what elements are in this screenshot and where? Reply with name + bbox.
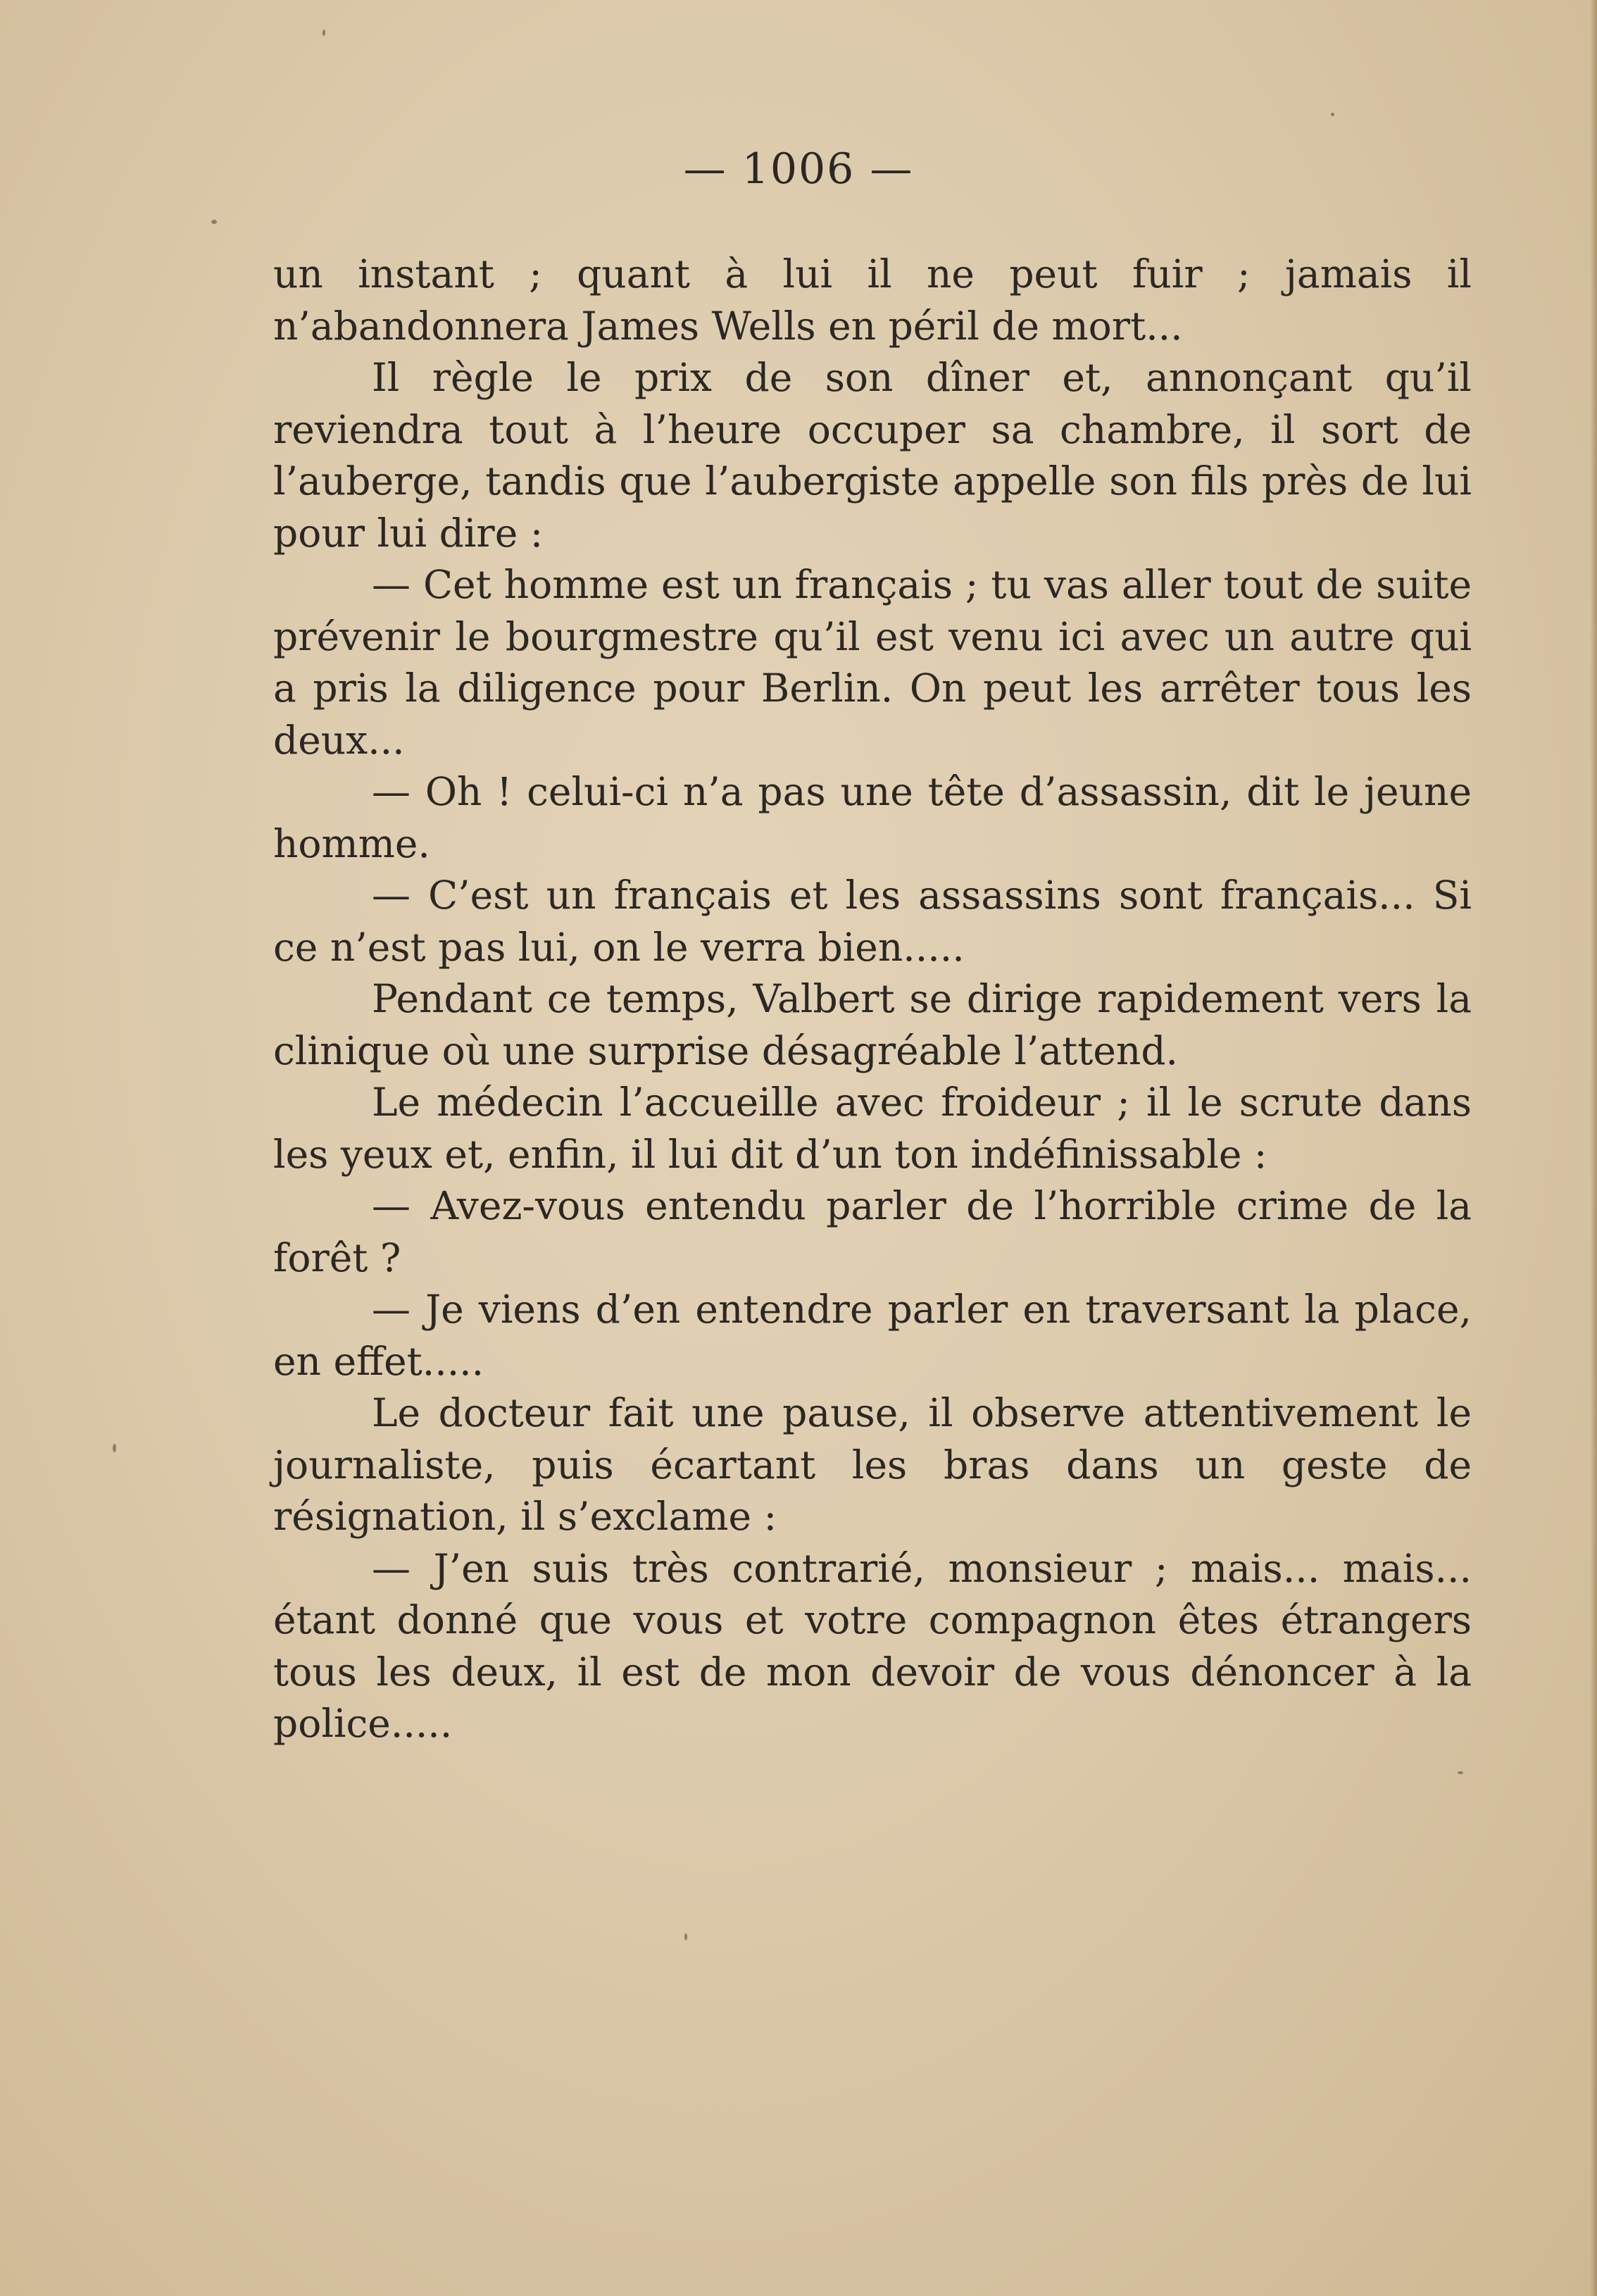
body-text [273, 249, 1472, 1750]
paper-speck [684, 1933, 687, 1940]
paragraph: — C’est un français et les assassins sont français... Si ce n’est pas lui, on le verra bien..... [273, 873, 1472, 970]
paragraph: un instant ; quant à lui il ne peut fuir ; jamais il n’abandonnera James Wells en péril de mort... [273, 251, 1472, 349]
paper-speck [1458, 1771, 1463, 1774]
paragraph: Le médecin l’accueille avec froideur ; il le scrute dans les yeux et, enfin, il lui dit d’un ton indéfinissable : [273, 1080, 1472, 1177]
paragraph: Il règle le prix de son dîner et, annonçant qu’il reviendra tout à l’heure occuper sa chambre, il sort de l’auberge, tandis que l’aubergiste appelle son fils près de lui pour lui dire : [273, 355, 1472, 556]
paper-speck [113, 1444, 116, 1452]
paper-speck [322, 30, 325, 36]
paragraph: — Oh ! celui-ci n’a pas une tête d’assassin, dit le jeune homme. [273, 769, 1472, 866]
paragraph: Le docteur fait une pause, il observe attentivement le journaliste, puis écartant les bras dans un geste de résignation, il s’exclame : [273, 1390, 1472, 1539]
paragraph: — Avez-vous entendu parler de l’horrible crime de la forêt ? [273, 1183, 1472, 1280]
paragraph: — J’en suis très contrarié, monsieur ; mais... mais... étant donné que vous et votre compagnon êtes étrangers tous les deux, il est de mon devoir de vous dénoncer à la police..... [273, 1545, 1472, 1746]
paper-speck [1331, 113, 1334, 116]
paragraph: — Je viens d’en entendre parler en traversant la place, en effet..... [273, 1287, 1472, 1384]
paragraph: — Cet homme est un français ; tu vas aller tout de suite prévenir le bourgmestre qu’il est venu ici avec un autre qui a pris la diligence pour Berlin. On peut les arrêter tous les deux... [273, 562, 1472, 763]
page-edge-shadow [1590, 0, 1597, 2296]
paragraph: Pendant ce temps, Valbert se dirige rapidement vers la clinique où une surprise désagréable l’attend. [273, 976, 1472, 1073]
page-number: — 1006 — [683, 144, 914, 194]
paper-speck [211, 220, 217, 224]
